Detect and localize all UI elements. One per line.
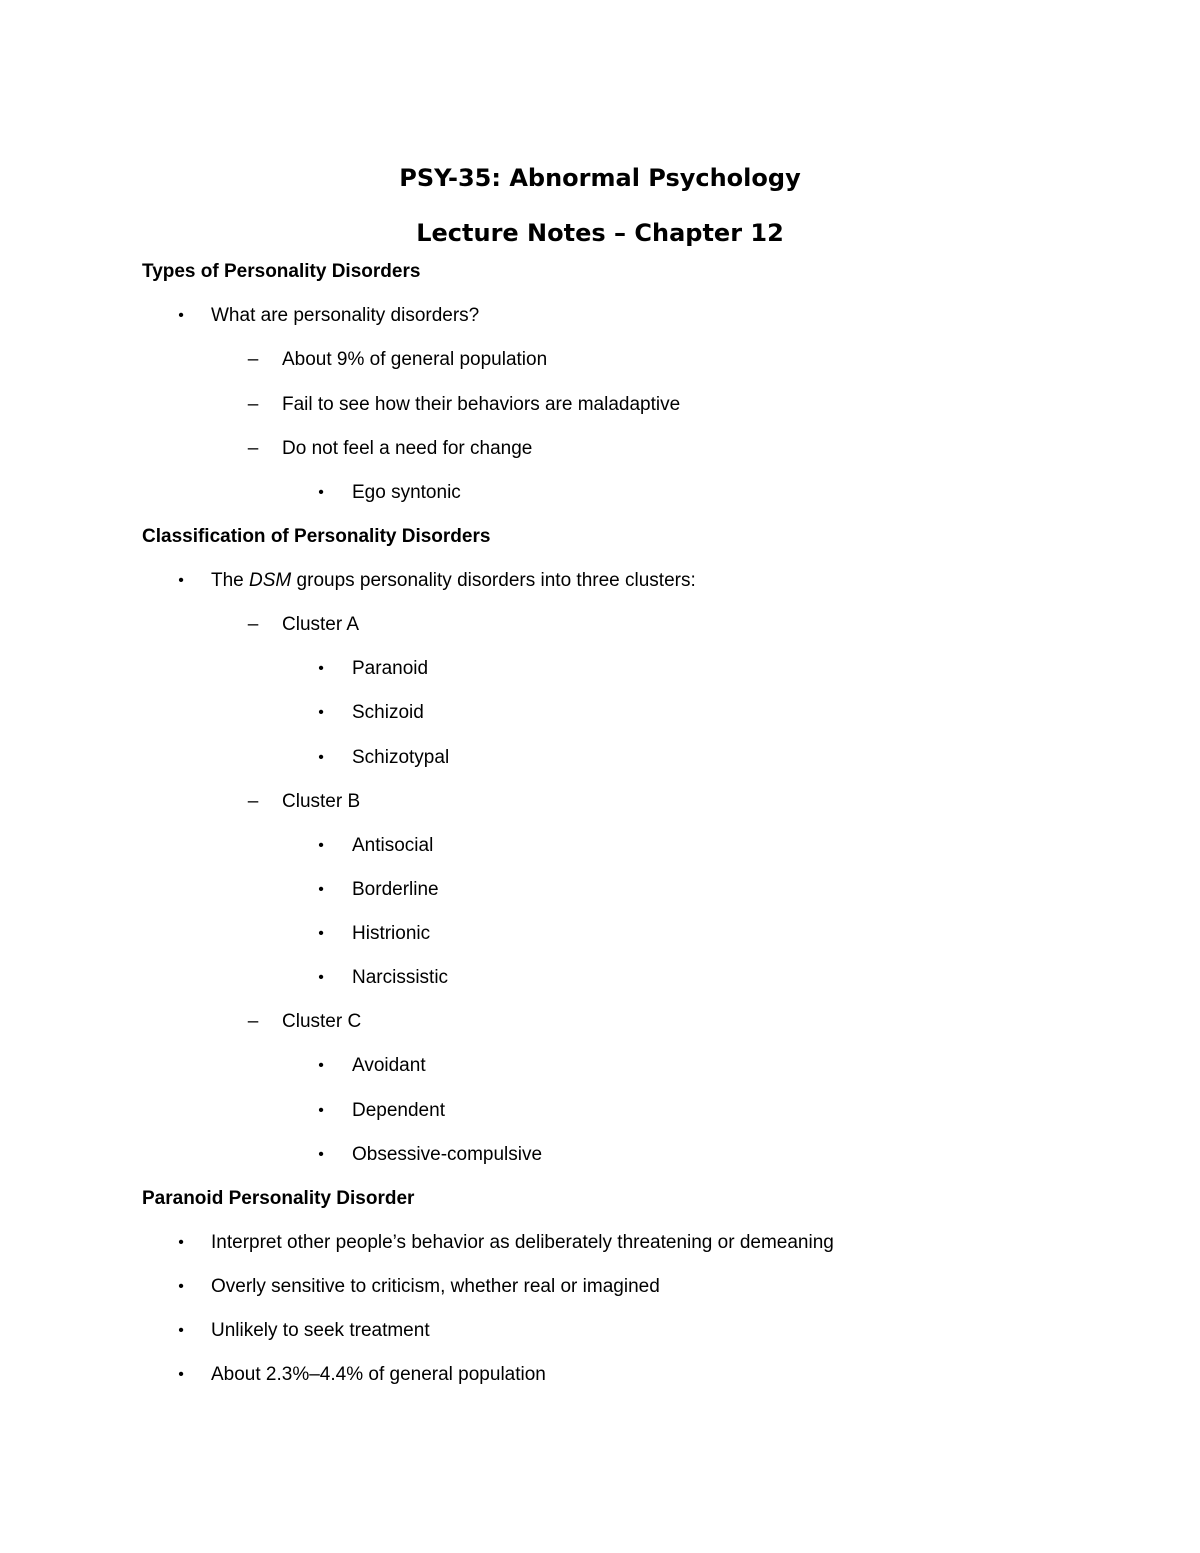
list-item [0,1319,1200,1343]
list-item-text: Dependent [352,1100,445,1121]
list-item-text: Narcissistic [352,967,449,988]
cluster-name: Cluster A [282,614,360,635]
intro-text-after: groups personality disorders into three clusters: [291,570,696,591]
list-item [0,746,1200,770]
list-item-text: Antisocial [352,835,434,856]
bullet-icon: • [318,1102,324,1119]
list-item-text [211,569,696,593]
list-item [0,393,1200,417]
bullet-icon: • [318,881,324,898]
bullet-icon: • [318,704,324,721]
section-heading: Paranoid Personality Disorder [142,1188,415,1209]
dash-icon: – [247,614,259,635]
list-item [0,701,1200,725]
section-heading: Classification of Personality Disorders [142,526,491,547]
list-item-text: Unlikely to seek treatment [211,1320,430,1341]
bullet-icon: • [178,1322,184,1339]
cluster-heading [0,790,1200,814]
cluster-name: Cluster B [282,791,361,812]
list-item-text: Ego syntonic [352,482,461,503]
list-item-text: Overly sensitive to criticism, whether real or imagined [211,1276,660,1297]
list-item-text: Schizotypal [352,747,450,768]
list-item [0,481,1200,505]
bullet-icon: • [318,925,324,942]
bullet-icon: • [318,837,324,854]
list-item-text: Fail to see how their behaviors are maladaptive [282,394,681,415]
bullet-icon: • [318,1057,324,1074]
list-item-text: Schizoid [352,702,424,723]
list-item-text: Paranoid [352,658,429,679]
list-item-text: About 2.3%–4.4% of general population [211,1364,546,1385]
intro-text-italic: DSM [249,570,292,591]
list-item [0,922,1200,946]
list-item [0,437,1200,461]
list-item [0,304,1200,328]
list-item [0,878,1200,902]
document-title: PSY-35: Abnormal Psychology [399,164,801,192]
list-item [0,1054,1200,1078]
bullet-icon: • [318,484,324,501]
list-item [0,834,1200,858]
list-item [0,348,1200,372]
list-item-text: What are personality disorders? [211,305,480,326]
section-heading: Types of Personality Disorders [142,261,421,282]
dash-icon: – [247,1011,259,1032]
bullet-icon: • [318,969,324,986]
cluster-name: Cluster C [282,1011,362,1032]
list-item-text: Interpret other people’s behavior as deliberately threatening or demeaning [211,1232,834,1253]
bullet-icon: • [178,1366,184,1383]
list-item-text: Borderline [352,879,439,900]
list-item [0,1143,1200,1167]
dash-icon: – [247,349,259,370]
list-item-text: Obsessive-compulsive [352,1144,543,1165]
list-item-text: About 9% of general population [282,349,548,370]
dash-icon: – [247,394,259,415]
list-item [0,569,1200,593]
intro-text-before: The [211,570,250,591]
cluster-heading [0,1010,1200,1034]
list-item [0,657,1200,681]
list-item [0,1363,1200,1387]
list-item-text: Histrionic [352,923,431,944]
list-item-text: Do not feel a need for change [282,438,533,459]
document-subtitle: Lecture Notes – Chapter 12 [416,219,784,247]
bullet-icon: • [178,307,184,324]
bullet-icon: • [178,1278,184,1295]
cluster-heading [0,613,1200,637]
bullet-icon: • [178,1234,184,1251]
bullet-icon: • [318,660,324,677]
list-item [0,966,1200,990]
list-item [0,1231,1200,1255]
bullet-icon: • [178,572,184,589]
dash-icon: – [247,791,259,812]
list-item [0,1275,1200,1299]
dash-icon: – [247,438,259,459]
bullet-icon: • [318,749,324,766]
list-item [0,1099,1200,1123]
bullet-icon: • [318,1146,324,1163]
list-item-text: Avoidant [352,1055,426,1076]
